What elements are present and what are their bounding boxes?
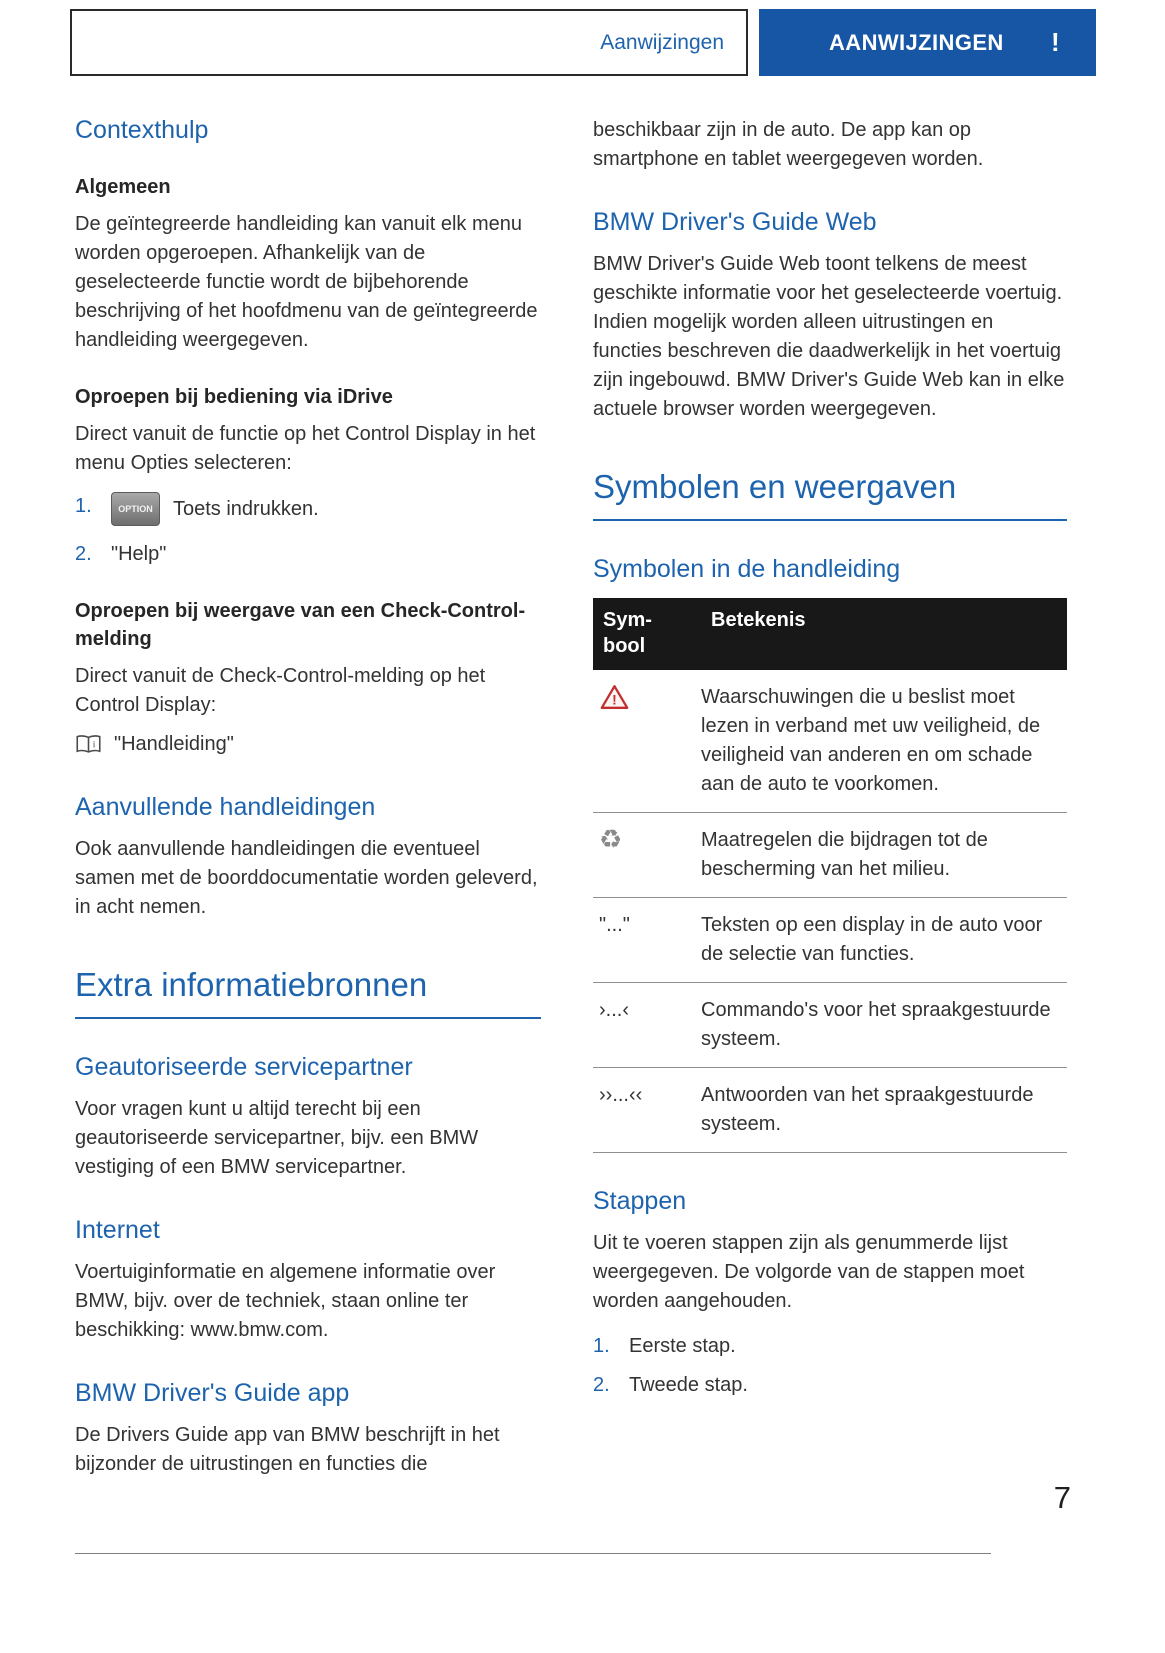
step-text: Eerste stap. xyxy=(629,1335,736,1357)
symbol-cell: ›...‹ xyxy=(593,983,701,1068)
heading-extra-informatiebronnen: Extra informatiebronnen xyxy=(75,966,541,1019)
header-tab-label: Aanwijzingen xyxy=(600,30,724,54)
step-text: "Help" xyxy=(111,543,167,565)
paragraph-internet: Voertuiginformatie en algemene informatie over BMW, bijv. over de techniek, staan online ter beschikking: www.bmw.com. xyxy=(75,1261,496,1341)
subheading-checkcontrol: Oproepen bij weergave van een Check-Control-melding xyxy=(75,600,526,650)
option-key-button: OPTION xyxy=(111,492,160,526)
table-row xyxy=(593,983,1067,1068)
header-tab-box xyxy=(70,9,748,76)
heading-drivers-guide-web: BMW Driver's Guide Web xyxy=(593,208,877,236)
paragraph-algemeen: De geïntegreerde handleiding kan vanuit elk menu worden opgeroepen. Afhankelijk van de geselecteerde functie wordt de bijbehorende beschrijving of het hoofdmenu van de geïntegreerde handleiding weergegeven. xyxy=(75,213,538,351)
subheading-algemeen: Algemeen xyxy=(75,176,171,198)
table-row xyxy=(593,670,1067,813)
step-number: 1. xyxy=(593,1335,610,1357)
heading-symbolen-en-weergaven: Symbolen en weergaven xyxy=(593,468,1067,521)
paragraph-oproepen-idrive: Direct vanuit de functie op het Control Display in het menu Opties selecteren: xyxy=(75,423,536,474)
table-header-row xyxy=(593,598,1067,670)
symbols-table xyxy=(593,598,1067,1153)
paragraph-drivers-guide-app: De Drivers Guide app van BMW beschrijft in het bijzonder de uitrustingen en functies die xyxy=(75,1424,500,1475)
heading-symbolen-handleiding: Symbolen in de handleiding xyxy=(593,555,901,583)
heading-stappen: Stappen xyxy=(593,1187,687,1215)
manual-link-line xyxy=(75,730,541,759)
heading-drivers-guide-app: BMW Driver's Guide app xyxy=(75,1379,350,1407)
symbol-cell xyxy=(593,813,701,898)
heading-contexthulp: Contexthulp xyxy=(75,116,209,144)
paragraph-servicepartner: Voor vragen kunt u altijd terecht bij een geautoriseerde servicepartner, bijv. een BMW vestiging of een BMW servicepartner. xyxy=(75,1098,479,1178)
step-number: 2. xyxy=(593,1374,610,1396)
paragraph-app-continued: beschikbaar zijn in de auto. De app kan op smartphone en tablet weergegeven worden. xyxy=(593,119,984,170)
paragraph-stappen: Uit te voeren stappen zijn als genummerde lijst weergegeven. De volgorde van de stappen moet worden aangehouden. xyxy=(593,1232,1025,1312)
step-item xyxy=(593,1371,1067,1400)
warning-triangle-icon xyxy=(599,691,630,716)
symbol-cell: "..." xyxy=(593,898,701,983)
table-row xyxy=(593,1068,1067,1153)
table-row xyxy=(593,898,1067,983)
column-header-betekenis: Betekenis xyxy=(701,598,1067,670)
step-text: Toets indrukken. xyxy=(173,497,319,520)
paragraph-aanvullende: Ook aanvullende handleidingen die eventueel samen met de boorddocumentatie worden geleverd, in acht nemen. xyxy=(75,838,538,918)
symbol-cell: ››...‹‹ xyxy=(593,1068,701,1153)
manual-link-label: "Handleiding" xyxy=(114,733,234,755)
step-number: 1. xyxy=(75,495,92,517)
meaning-cell: Maatregelen die bijdragen tot de bescherming van het milieu. xyxy=(701,813,1067,898)
step-item xyxy=(75,492,541,526)
left-column xyxy=(75,116,541,1489)
right-column xyxy=(593,116,1067,1489)
chapter-banner-label: AANWIJZINGEN xyxy=(829,29,1004,55)
table-row xyxy=(593,813,1067,898)
heading-internet: Internet xyxy=(75,1216,160,1244)
chapter-banner-exclamation: ! xyxy=(1050,27,1060,57)
svg-text:i: i xyxy=(93,739,96,751)
meaning-cell: Antwoorden van het spraakgestuurde systeem. xyxy=(701,1068,1067,1153)
page-number: 7 xyxy=(1053,1480,1071,1515)
column-header-symbool: Sym- bool xyxy=(593,598,701,670)
subheading-oproepen-idrive: Oproepen bij bediening via iDrive xyxy=(75,386,393,408)
paragraph-checkcontrol: Direct vanuit de Check-Control-melding op het Control Display: xyxy=(75,665,486,716)
meaning-cell: Waarschuwingen die u beslist moet lezen in verband met uw veiligheid, de veiligheid van anderen en om schade aan de auto te voorkomen. xyxy=(701,670,1067,813)
step-item xyxy=(593,1332,1067,1361)
page-header xyxy=(70,9,1096,76)
chapter-banner xyxy=(759,9,1096,76)
content-columns xyxy=(75,116,1067,1489)
symbol-cell xyxy=(593,670,701,813)
heading-servicepartner: Geautoriseerde servicepartner xyxy=(75,1053,413,1081)
meaning-cell: Commando's voor het spraakgestuurde systeem. xyxy=(701,983,1067,1068)
open-book-icon xyxy=(75,734,102,755)
paragraph-drivers-guide-web: BMW Driver's Guide Web toont telkens de meest geschikte informatie voor het geselecteerde voertuig. Indien mogelijk worden alleen uitrustingen en functies beschreven die daadwerkelijk in het voertuig zijn ingebouwd. BMW Driver's Guide Web kan in elke actuele browser worden weergegeven. xyxy=(593,253,1065,420)
step-text: Tweede stap. xyxy=(629,1374,748,1396)
svg-text:!: ! xyxy=(612,691,617,708)
environment-icon: ♻ xyxy=(599,824,623,854)
meaning-cell: Teksten op een display in de auto voor de selectie van functies. xyxy=(701,898,1067,983)
footer-divider xyxy=(75,1553,991,1554)
heading-aanvullende-handleidingen: Aanvullende handleidingen xyxy=(75,793,376,821)
step-number: 2. xyxy=(75,543,92,565)
step-item xyxy=(75,540,541,569)
